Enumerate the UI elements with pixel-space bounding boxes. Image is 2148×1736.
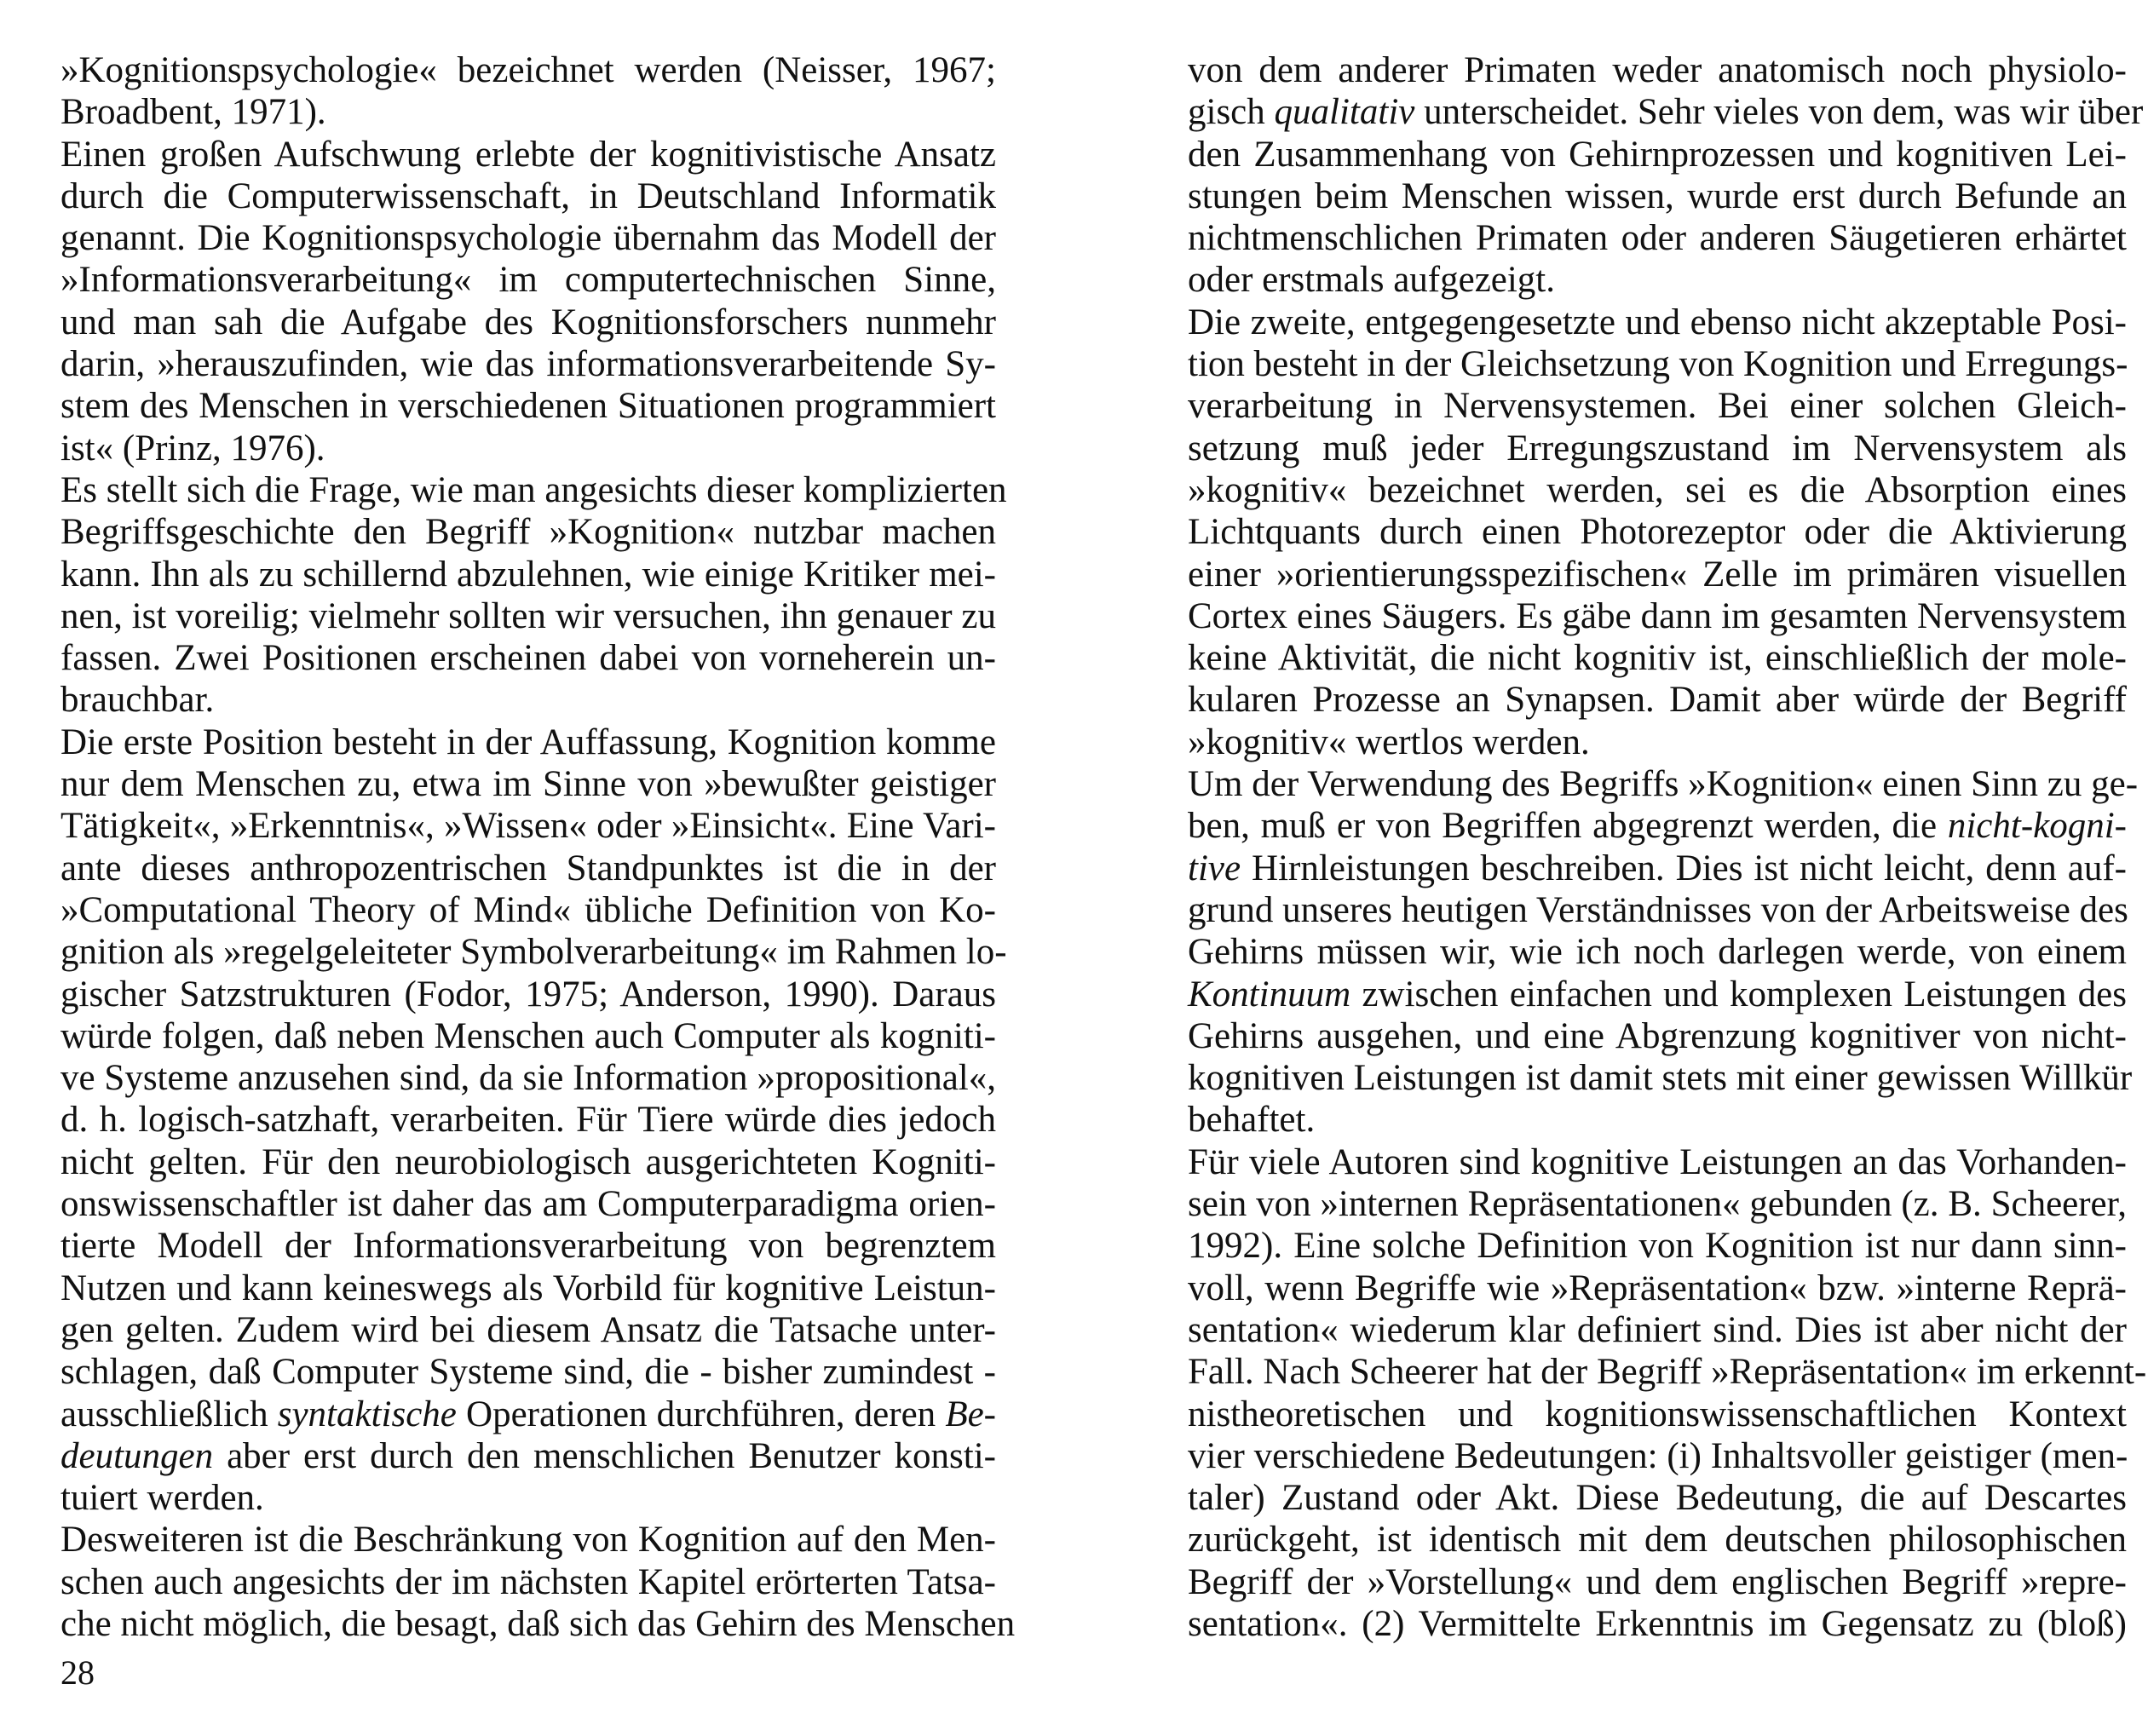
- text-line: »Kognitionspsychologie« bezeichnet werden (Neisser, 1967;: [60, 50, 996, 90]
- text-line: Begriff der »Vorstellung« und dem englischen Begriff »repre-: [1188, 1561, 2127, 1602]
- text-line: stungen beim Menschen wissen, wurde erst durch Befunde an: [1188, 175, 2127, 216]
- text-line: setzung muß jeder Erregungszustand im Nervensystem als: [1188, 428, 2127, 468]
- text-line: nichtmenschlichen Primaten oder anderen Säugetieren erhärtet: [1188, 218, 2127, 259]
- text-line: Einen großen Aufschwung erlebte der kognitivistische Ansatz: [60, 134, 996, 175]
- text-line: kognitiven Leistungen ist damit stets mit einer gewissen Willkür: [1188, 1058, 2133, 1099]
- text-line: »Informationsverarbeitung« im computertechnischen Sinne,: [60, 260, 996, 301]
- text-line: d. h. logisch-satzhaft, verarbeiten. Für Tiere würde dies jedoch: [60, 1100, 996, 1141]
- text-line: onswissenschaftler ist daher das am Computerparadigma orien-: [60, 1184, 996, 1225]
- text-line: sentation« wiederum klar definiert sind. Dies ist aber nicht der: [1188, 1309, 2127, 1350]
- text-line: »kognitiv« bezeichnet werden, sei es die Absorption eines: [1188, 469, 2127, 510]
- text-line: Broadbent, 1971).: [60, 92, 326, 133]
- text-line: grund unseres heutigen Verständnisses von der Arbeitsweise des: [1188, 889, 2128, 930]
- text-line: einer »orientierungsspezifischen« Zelle im primären visuellen: [1188, 554, 2127, 595]
- text-line: tuiert werden.: [60, 1478, 264, 1519]
- paragraph: [1188, 763, 2139, 1141]
- text-line: voll, wenn Begriffe wie »Repräsentation« bzw. »interne Reprä-: [1188, 1268, 2127, 1308]
- text-line: genannt. Die Kognitionspsychologie übernahm das Modell der: [60, 218, 996, 259]
- text-line: Um der Verwendung des Begriffs »Kognition« einen Sinn zu ge-: [1188, 764, 2139, 805]
- text-line: tion besteht in der Gleichsetzung von Kognition und Erregungs-: [1188, 344, 2128, 385]
- text-line: keine Aktivität, die nicht kognitiv ist, einschließlich der mole-: [1188, 638, 2127, 679]
- text-line: oder erstmals aufgezeigt.: [1188, 260, 1556, 301]
- text-line: kann. Ihn als zu schillernd abzulehnen, wie einige Kritiker mei-: [60, 554, 996, 595]
- text-line: Begriffsgeschichte den Begriff »Kognition« nutzbar machen: [60, 512, 996, 553]
- text-line: würde folgen, daß neben Menschen auch Computer als kogniti-: [60, 1015, 996, 1056]
- text-line: ist« (Prinz, 1976).: [60, 428, 325, 468]
- paragraph: [60, 721, 1007, 1520]
- text-line: behaftet.: [1188, 1100, 1316, 1141]
- text-line: Lichtquants durch einen Photorezeptor oder die Aktivierung: [1188, 512, 2127, 553]
- text-line: ben, muß er von Begriffen abgegrenzt werden, die nicht-kogni-: [1188, 806, 2127, 847]
- text-line: Fall. Nach Scheerer hat der Begriff »Repräsentation« im erkennt-: [1188, 1352, 2147, 1393]
- text-line: stem des Menschen in verschiedenen Situationen programmiert: [60, 386, 996, 427]
- text-line: nen, ist voreilig; vielmehr sollten wir versuchen, ihn genauer zu: [60, 595, 996, 636]
- text-line: nicht gelten. Für den neurobiologisch ausgerichteten Kogniti-: [60, 1141, 996, 1182]
- text-line: verarbeitung in Nervensystemen. Bei einer solchen Gleich-: [1188, 386, 2127, 427]
- text-line: tierte Modell der Informationsverarbeitung von begrenztem: [60, 1226, 996, 1267]
- text-line: »kognitiv« wertlos werden.: [1188, 721, 1590, 762]
- text-line: gisch qualitativ unterscheidet. Sehr vieles von dem, was wir über: [1188, 92, 2144, 133]
- text-line: und man sah die Aufgabe des Kognitionsforschers nunmehr: [60, 302, 996, 342]
- right-text-column: [1188, 49, 2147, 1645]
- text-line: tive Hirnleistungen beschreiben. Dies ist nicht leicht, denn auf-: [1188, 848, 2127, 888]
- text-line: durch die Computerwissenschaft, in Deutschland Informatik: [60, 175, 996, 216]
- page-number: 28: [60, 1653, 95, 1692]
- text-line: schen auch angesichts der im nächsten Kapitel erörterten Tatsa-: [60, 1561, 996, 1602]
- text-line: deutungen aber erst durch den menschlichen Benutzer konsti-: [60, 1435, 996, 1476]
- text-line: kularen Prozesse an Synapsen. Damit aber würde der Begriff: [1188, 680, 2127, 721]
- text-line: Die zweite, entgegengesetzte und ebenso nicht akzeptable Posi-: [1188, 302, 2127, 342]
- text-line: vier verschiedene Bedeutungen: (i) Inhaltsvoller geistiger (men-: [1188, 1435, 2128, 1476]
- text-line: 1992). Eine solche Definition von Kognition ist nur dann sinn-: [1188, 1226, 2127, 1267]
- paragraph: [1188, 302, 2127, 763]
- text-line: sein von »internen Repräsentationen« gebunden (z. B. Scheerer,: [1188, 1184, 2127, 1225]
- text-line: Es stellt sich die Frage, wie man angesichts dieser komplizierten: [60, 469, 1007, 510]
- text-line: Desweiteren ist die Beschränkung von Kognition auf den Men-: [60, 1520, 996, 1561]
- text-line: nistheoretischen und kognitionswissenschaftlichen Kontext: [1188, 1394, 2127, 1434]
- text-line: schlagen, daß Computer Systeme sind, die - bisher zumindest -: [60, 1352, 996, 1393]
- text-line: gnition als »regelgeleiteter Symbolverarbeitung« im Rahmen lo-: [60, 932, 1007, 973]
- text-line: nur dem Menschen zu, etwa im Sinne von »bewußter geistiger: [60, 764, 996, 805]
- text-line: von dem anderer Primaten weder anatomisch noch physiolo-: [1188, 50, 2127, 90]
- text-line: gischer Satzstrukturen (Fodor, 1975; Anderson, 1990). Daraus: [60, 974, 996, 1015]
- text-line: Nutzen und kann keineswegs als Vorbild für kognitive Leistun-: [60, 1268, 996, 1308]
- paragraph: [1188, 1141, 2147, 1646]
- text-line: brauchbar.: [60, 680, 215, 721]
- text-line: ausschließlich syntaktische Operationen durchführen, deren Be-: [60, 1394, 996, 1434]
- text-line: Gehirns müssen wir, wie ich noch darlegen werde, von einem: [1188, 932, 2127, 973]
- right-page: [1074, 0, 2148, 1736]
- text-line: che nicht möglich, die besagt, daß sich das Gehirn des Menschen: [60, 1603, 1016, 1644]
- text-line: Tätigkeit«, »Erkenntnis«, »Wissen« oder »Einsicht«. Eine Vari-: [60, 806, 996, 847]
- text-line: Für viele Autoren sind kognitive Leistungen an das Vorhanden-: [1188, 1141, 2127, 1182]
- left-text-column: [60, 49, 1016, 1645]
- text-line: sentation«. (2) Vermittelte Erkenntnis im Gegensatz zu (bloß): [1188, 1603, 2127, 1644]
- text-line: Kontinuum zwischen einfachen und komplexen Leistungen des: [1188, 974, 2127, 1015]
- paragraph: [60, 469, 1007, 721]
- text-line: ve Systeme anzusehen sind, da sie Information »propositional«,: [60, 1058, 996, 1099]
- text-line: darin, »herauszufinden, wie das informationsverarbeitende Sy-: [60, 344, 996, 385]
- text-line: gen gelten. Zudem wird bei diesem Ansatz die Tatsache unter-: [60, 1309, 996, 1350]
- text-line: zurückgeht, ist identisch mit dem deutschen philosophischen: [1188, 1520, 2127, 1561]
- text-line: »Computational Theory of Mind« übliche Definition von Ko-: [60, 889, 996, 930]
- paragraph: [60, 134, 996, 469]
- paragraph: [60, 49, 996, 134]
- paragraph: [1188, 49, 2144, 302]
- text-line: taler) Zustand oder Akt. Diese Bedeutung, die auf Descartes: [1188, 1478, 2127, 1519]
- text-line: ante dieses anthropozentrischen Standpunktes ist die in der: [60, 848, 996, 888]
- text-line: Cortex eines Säugers. Es gäbe dann im gesamten Nervensystem: [1188, 595, 2127, 636]
- text-line: Gehirns ausgehen, und eine Abgrenzung kognitiver von nicht-: [1188, 1015, 2127, 1056]
- text-line: den Zusammenhang von Gehirnprozessen und kognitiven Lei-: [1188, 134, 2127, 175]
- paragraph: [60, 1519, 1016, 1645]
- text-line: Die erste Position besteht in der Auffassung, Kognition komme: [60, 721, 996, 762]
- text-line: fassen. Zwei Positionen erscheinen dabei von vorneherein un-: [60, 638, 996, 679]
